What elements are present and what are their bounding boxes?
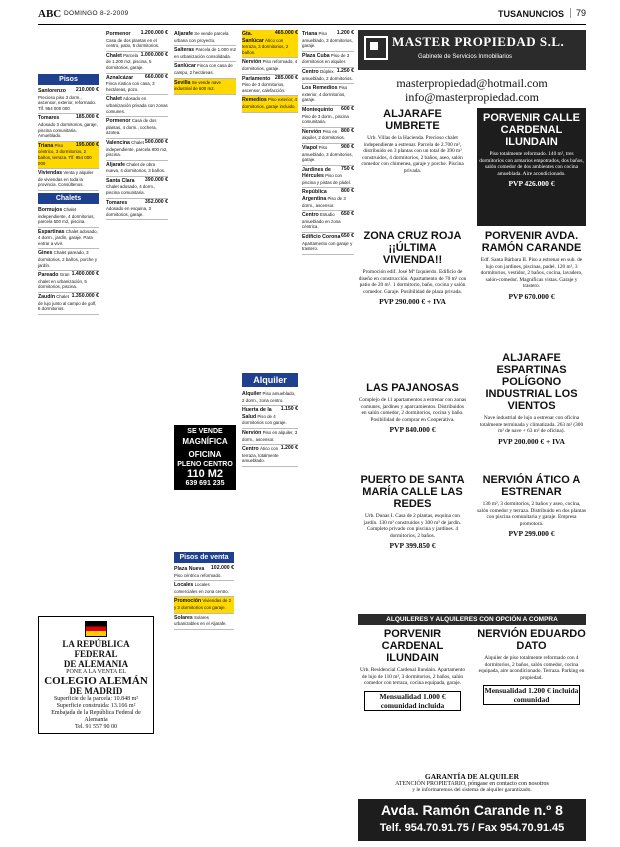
oficina-ad: SE VENDE MAGNÍFICA OFICINA PLENO CENTRO 110 M2 639 691 235	[174, 425, 236, 490]
column-2	[106, 30, 168, 841]
page-header	[38, 8, 586, 25]
listing-card: ZONA CRUZ ROJA ¡¡ÚLTIMA VIVIENDA!! Promoción edif. José Mª Izquierdo. Edificio de diseño en construcción. Apartamento de 70 m² con patio de 20 m². 1 dormitorio, baño, cocina y salón comedor. Garaje. Posibilidad de plaza privada. PVP 290.000 € + IVA	[358, 230, 467, 307]
section-bar-pisos-venta: Pisos de venta	[174, 552, 234, 563]
rental-grid	[358, 628, 586, 758]
section-title: TUSANUNCIOS	[497, 9, 564, 19]
list-item: 1.200 € Triana Piso amueblado, 3 dormitorios, garaje.	[302, 30, 354, 52]
list-item: 285.000 € Parlamento Piso de 3 dormitorios, ascensor, calefacción.	[242, 75, 298, 97]
contact-emails	[358, 76, 586, 104]
german-flag-icon	[85, 621, 107, 637]
list-item: Locales Locales comerciales en zona centro.	[174, 581, 234, 597]
list-item: Bormujos Chalet independiente, 4 dormitorios, parcela 500 m2, piscina.	[38, 206, 99, 228]
list-item: 650 € Edificio Corona Apartamento con garaje y trastero.	[302, 233, 354, 255]
listing-card: LAS PAJANOSAS Complejo de 11 apartamentos a estrenar con zonas comunes, jardines y aparcamientos. Distribuidos en salón comedor, 2 dormitorios, cocina y baño. Posibilidad de comprar en Cooperativa. PVP 840.000 €	[358, 382, 467, 435]
rental-guarantee: GARANTÍA DE ALQUILER ATENCIÓN PROPIETARIO, póngase en contacto con nosotros y le informaremos del sistema de alquiler garantizado.	[395, 772, 549, 793]
list-item: 1.400.000 € Pareado Gran chalet en urbanización, 5 dormitorios, piscina.	[38, 271, 99, 293]
list-item: Plaza Cuba Piso de 3 dormitorios en alquiler.	[302, 52, 354, 68]
list-item: Chalet Adosado en urbanización privada con zonas comunes.	[106, 95, 168, 117]
list-item: 1.150 € Huerta de la Salud Piso de 4 dormitorios con garaje.	[242, 406, 298, 429]
list-item: 1.000.000 € Chalet Parcela de 1.200 m2, piscina, 5 dormitorios, garaje.	[106, 52, 168, 74]
company-name: MASTER PROPIEDAD S.L.	[392, 34, 565, 49]
list-item: Nervión Piso en alquiler, 3 dorm., ascensor.	[242, 429, 298, 445]
column-3	[174, 30, 236, 841]
listing-grid	[358, 108, 586, 648]
list-item: Pormenor Casa de dos plantas, 4 dorm., cochera, azotea.	[106, 117, 168, 139]
german-embassy-ad: LA REPÚBLICA FEDERAL DE ALEMANIA PONE A LA VENTA EL COLEGIO ALEMÁN DE MADRID Superficie de la parcela: 10.848 m² Superficie construida: 13.166 m² Embajada de la República Federal de Alemania Tel. 91 557 90 00	[38, 616, 154, 734]
alquiler-list	[242, 370, 298, 467]
listing-card: PORVENIR CALLE CARDENAL ILUNDAIN Piso totalmente reformado. 140 m², tres dormitorios con armarios empotrados, dos baños, salón comedor de dos ambientes con cocina amueblada. Aire acondicionado. PVP 426.000 €	[477, 108, 586, 226]
column-4	[242, 30, 298, 841]
pisos-list	[174, 550, 234, 630]
address-footer	[358, 799, 586, 841]
email-2[interactable]: info@masterpropiedad.com	[404, 90, 539, 104]
list-item: 195.000 € Triana Piso céntrico, 3 dormitorios, 2 baños, terraza. Tlf. 954 000 000	[38, 142, 99, 169]
listing-card: ALJARAFE ESPARTINAS POLÍGONO INDUSTRIAL LOS VIENTOS Nave industrial de lujo a estrenar con oficina totalmente terminada y climatizada. 263 m² (300 m² de nave + 63 m² de oficina). PVP 200.000 € + IVA	[479, 352, 584, 446]
list-item: 600 € Montequinto Piso de 3 dorm., piscina comunitaria.	[302, 106, 354, 128]
rentals-bar: ALQUILERES Y ALQUILERES CON OPCIÓN A COMPRA	[358, 614, 586, 625]
rental-card: NERVIÓN EDUARDO DATO Alquiler de piso totalmente reformado con 4 dormitorios, 2 baños, salón comedor, cocina equipada, aire acondicionado. Terraza. Parking en propiedad. Mensualidad 1.200 € incluida comunidad	[477, 628, 586, 705]
list-item: 750 € Jardines de Hércules Piso con piscina y pistas de pádel.	[302, 166, 354, 189]
list-item: Nervión Piso reformado, 4 dormitorios, garaje.	[242, 58, 298, 74]
list-item: Sanlúcar Finca con casa de campo, 2 hectáreas.	[174, 62, 236, 78]
issue-date: DOMINGO 8-2-2009	[64, 10, 129, 17]
list-item: Remedios Piso exterior, 4 dormitorios, garaje incluido.	[242, 96, 298, 112]
list-item: 800 € República Argentina Piso de 3 dorm., ascensor.	[302, 188, 354, 211]
section-bar-alquiler: Alquiler	[242, 373, 298, 387]
listing-card: PORVENIR AVDA. RAMÓN CARANDE Edf. Santa Bárbara II. Piso a estrenar en sub. de lujo con jardines, piscinas, padel. 120 m², 3 dormitorios, vestidor, 2 baños, cocina, lavadero, salón-comedor. Magníficas vistas. Garaje y trastero. PVP 670.000 €	[480, 230, 583, 301]
list-item: Promoción Viviendas de 2 y 3 dormitorios con garaje.	[174, 597, 234, 613]
list-item: 900 € Viapol Piso amueblado, 3 dormitorios, garaje.	[302, 144, 354, 166]
listing-card: ALJARAFE UMBRETE Urb. Villas de la Hacienda. Precioso chalet independiente a estrenar. Parcela de 2.700 m², distribuido en 3 plantas con un total de 390 m² construidos, 4 dormitorios, 2 baños, aseo, salón comedor con chimenea, garaje y porche. Piscina privada.	[361, 108, 464, 174]
list-item: 1.200.000 € Pormenor Casa de dos plantas en el centro, patio, 5 dormitorios.	[106, 30, 168, 52]
master-propiedad-ad	[358, 30, 586, 841]
list-item: Sevilla Se vende nave industrial de 600 m2.	[174, 79, 236, 95]
ad-header	[358, 30, 586, 70]
phone-fax[interactable]: Telf. 954.70.91.75 / Fax 954.70.91.45	[379, 822, 565, 834]
list-item: 185.000 € Tomares Adosado 3 dormitorios, garaje, piscina comunitaria. Amueblado.	[38, 114, 99, 141]
listing-card: PUERTO DE SANTA MARÍA CALLE LAS REDES Urb. Dunas I. Casa de 2 plantas, esquina con jardín. 130 m² construidos y 300 m² de jardín. Completo privado con piscina y jardines. 4 dormitorios, 2 baños. PVP 399.850 €	[360, 474, 465, 551]
rental-card: PORVENIR CARDENAL ILUNDAIN Urb. Residencial Cardenal Ilundain. Apartamento de lujo de 110 m², 3 dormitorios, 2 baños, salón comedor con terraza, cocina equipada, garaje. Mensualidad 1.000 € comunidad incluida	[359, 628, 466, 710]
list-item: 465.000 € Gta. Sanlúcar Ático con terraza, 3 dormitorios, 2 baños.	[242, 30, 298, 58]
company-subtitle: Gabinete de Servicios Inmobiliarios	[418, 54, 513, 60]
section-bar-chalets: Chalets	[38, 193, 99, 204]
list-item: 1.200 € Centro Ático con terraza, totalmente amueblado.	[242, 445, 298, 467]
list-item: Alquiler Piso amueblado, 2 dorm., zona centro.	[242, 390, 298, 406]
list-item: 1.250 € Centro Dúplex amueblado, 2 dormitorios.	[302, 68, 354, 84]
list-item: Espartinas Chalet adosado, 4 dorm., jardín, garaje. Para entrar a vivir.	[38, 228, 99, 250]
list-item: Aljarafe Se vende parcela urbana con proyecto.	[174, 30, 236, 46]
section-bar-pisos: Pisos	[38, 74, 99, 85]
list-item: 210.000 € Sanlorenzo Precioso piso 3 dorm., ascensor, exterior, reformado. Tlf. 954 000 000	[38, 87, 99, 114]
newspaper-logo: ABC	[38, 8, 62, 20]
list-item: 500.000 € Valencina Chalet independiente, parcela 800 m2, piscina.	[106, 139, 168, 161]
page-number: 79	[570, 8, 586, 18]
list-item: 1.350.000 € Zaudín Chalet de lujo junto al campo de golf, 6 dormitorios.	[38, 293, 99, 315]
column-5	[302, 30, 354, 841]
list-item: 660.000 € Aznalcázar Finca rústica con casa, 3 hectáreas, pozo.	[106, 74, 168, 96]
address: Avda. Ramón Carande n.º 8	[381, 802, 563, 818]
list-item: Los Remedios Piso exterior, 4 dormitorios, garaje.	[302, 84, 354, 106]
list-item: 102.000 € Plaza Nueva Piso céntrico reformado.	[174, 565, 234, 581]
list-item: Salteras Parcela de 1.000 m2 en urbanización consolidada.	[174, 46, 236, 62]
list-item: 800 € Nervión Piso en alquiler, 2 dormitorios.	[302, 128, 354, 144]
list-item: Viviendas Venta y alquiler de viviendas en toda la provincia. Consúltenos.	[38, 169, 99, 191]
company-logo-icon	[364, 36, 388, 60]
list-item: Solares Solares urbanizables en el Aljarafe.	[174, 614, 234, 630]
list-item: 390.000 € Santa Clara Chalet adosado, 4 dorm., piscina comunitaria.	[106, 177, 168, 199]
list-item: 650 € Centro Estudio amueblado en zona céntrica.	[302, 211, 354, 233]
list-item: 352.000 € Tomares Adosado en esquina, 3 dormitorios, garaje.	[106, 199, 168, 221]
list-item: Gines Chalet pareado, 3 dormitorios, 2 baños, porche y jardín.	[38, 249, 99, 271]
list-item: Aljarafe Chalet de obra nueva, 4 dormitorios, 3 baños.	[106, 161, 168, 177]
email-1[interactable]: masterpropiedad@hotmail.com	[396, 76, 548, 90]
listing-card: NERVIÓN ÁTICO A ESTRENAR 130 m², 3 dormitorios, 2 baños y aseo, cocina, salón comedor y terraza. Distribuido en dos plantas con piscina comunitaria y garaje. Empresa promotora. PVP 299.000 €	[477, 474, 586, 539]
